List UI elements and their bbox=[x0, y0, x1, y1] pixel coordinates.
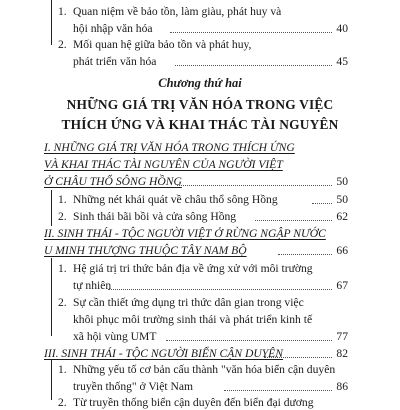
entry-title-line: Quan niệm về bảo tồn, làm giàu, phát huy và bbox=[73, 5, 282, 18]
section-title-line: III. SINH THÁI - TỘC NGƯỜI BIỂN CẬN DUYÊN bbox=[44, 347, 284, 360]
page-number: 62 bbox=[336, 210, 348, 223]
section-title-line: I. NHỮNG GIÁ TRỊ VĂN HÓA TRONG THÍCH ỨNG bbox=[44, 141, 295, 154]
entry-title-line: khôi phục môi trường sinh thái và phát triển kinh tế bbox=[73, 313, 313, 326]
entry-number: 1. bbox=[58, 262, 67, 275]
chapter-title-line: NHỮNG GIÁ TRỊ VĂN HÓA TRONG VIỆC bbox=[66, 97, 334, 112]
section-title-line: VÀ KHAI THÁC TÀI NGUYÊN CỦA NGƯỜI VIỆT bbox=[44, 158, 283, 171]
page-number: 45 bbox=[336, 55, 348, 68]
dot-leader bbox=[170, 32, 332, 33]
entry-number: 2. bbox=[58, 38, 67, 51]
item-bracket bbox=[51, 360, 52, 400]
page-number: 67 bbox=[336, 279, 348, 292]
entry-number: 2. bbox=[58, 296, 67, 309]
entry-title-line: tự nhiên bbox=[73, 279, 112, 292]
entry-number: 1. bbox=[58, 5, 67, 18]
chapter-title-line: THÍCH ỨNG VÀ KHAI THÁC TÀI NGUYÊN bbox=[61, 117, 339, 132]
dot-leader bbox=[108, 289, 332, 290]
entry-title-line: Mối quan hệ giữa bảo tồn và phát huy, bbox=[73, 38, 252, 51]
page-number: 50 bbox=[336, 175, 348, 188]
item-bracket bbox=[51, 258, 52, 336]
entry-title-line: Sinh thái bãi bồi và cửa sông Hồng bbox=[73, 210, 237, 223]
dot-leader bbox=[224, 390, 332, 391]
page-number: 50 bbox=[336, 193, 348, 206]
entry-title-line: Những nét khái quát về châu thổ sông Hồng bbox=[73, 193, 278, 206]
section-title-line: Ở CHÂU THỔ SÔNG HỒNG bbox=[44, 175, 182, 188]
entry-number: 2. bbox=[58, 210, 67, 223]
item-bracket bbox=[51, 9, 52, 45]
section-title-line: II. SINH THÁI - TỘC NGƯỜI VIỆT Ở RỪNG NGẬP NƯỚC bbox=[44, 227, 326, 240]
item-bracket bbox=[51, 190, 52, 226]
page-number: 86 bbox=[336, 380, 348, 393]
entry-number: 2. bbox=[58, 396, 67, 409]
entry-title-line: hội nhập văn hóa bbox=[73, 22, 153, 35]
entry-title-line: Hệ giá trị tri thức bản địa về ứng xử với môi trường bbox=[73, 262, 313, 275]
entry-title-line: Những yếu tố cơ bản cấu thành "văn hóa biển cận duyên bbox=[73, 363, 336, 376]
dot-leader bbox=[166, 340, 332, 341]
entry-title-line: Sự cần thiết ứng dụng tri thức dân gian trong việc bbox=[73, 296, 304, 309]
entry-number: 1. bbox=[58, 193, 67, 206]
entry-title-line: truyền thống" ở Việt Nam bbox=[73, 380, 194, 393]
page-number: 82 bbox=[336, 347, 348, 360]
entry-title-line: Từ truyền thống biển cận duyên đến biển đại dương bbox=[73, 396, 314, 409]
entry-title-line: phát triển văn hóa bbox=[73, 55, 157, 68]
dot-leader bbox=[175, 65, 332, 66]
section-title-line: U MINH THƯỢNG THUỘC TÂY NAM BỘ bbox=[44, 244, 247, 257]
page-number: 40 bbox=[336, 22, 348, 35]
entry-title-line: xã hội vùng UMT bbox=[73, 330, 157, 343]
entry-number: 1. bbox=[58, 363, 67, 376]
page-number: 66 bbox=[336, 244, 348, 257]
page-number: 77 bbox=[336, 330, 348, 343]
chapter-label: Chương thứ hai bbox=[158, 76, 242, 90]
dot-leader bbox=[177, 185, 332, 186]
